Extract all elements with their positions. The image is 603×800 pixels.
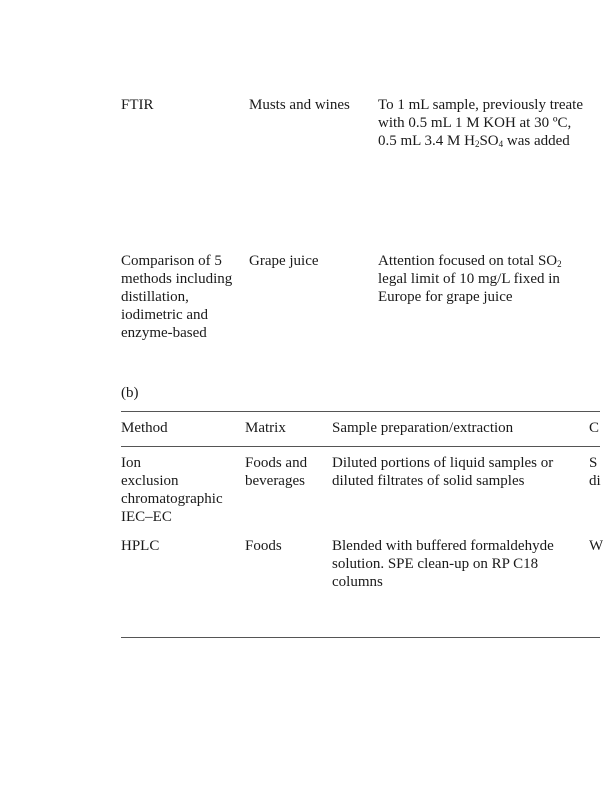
section-label: (b) [121, 385, 139, 401]
ftir-description-line-1: To 1 mL sample, previously treate [378, 97, 584, 113]
comparison-method-line-1: Comparison of 5 [121, 253, 222, 269]
comparison-method-line-4: iodimetric and [121, 307, 209, 323]
comparison-description-line-3: Europe for grape juice [378, 289, 513, 305]
ion-method-line-4: IEC–EC [121, 509, 172, 525]
ion-method-line-2: exclusion [121, 473, 179, 489]
hplc-matrix: Foods [245, 538, 282, 554]
comparison-method-line-5: enzyme-based [121, 325, 207, 341]
ftir-description-line-2: with 0.5 mL 1 M KOH at 30 ºC, [378, 115, 572, 131]
ion-exclusion-method [121, 454, 223, 526]
ion-exclusion-matrix [245, 454, 307, 490]
ion-exclusion-col4 [589, 454, 601, 490]
hplc-prep-line-2: solution. SPE clean-up on RP C18 [332, 556, 539, 572]
table-top-rule [121, 411, 600, 412]
table-bottom-rule [121, 637, 600, 638]
header-method: Method [121, 420, 168, 436]
hplc-col4: W [589, 538, 603, 554]
ftir-matrix: Musts and wines [249, 97, 350, 113]
comparison-description-line-1: Attention focused on total $SO_2$ [378, 253, 562, 269]
hplc-preparation [332, 537, 554, 591]
ion-prep-line-2: diluted filtrates of solid samples [332, 473, 525, 489]
hplc-prep-line-3: columns [332, 574, 383, 590]
ion-method-line-3: chromatographic [121, 491, 223, 507]
hplc-prep-line-1: Blended with buffered formaldehyde [332, 538, 554, 554]
ion-col4-line-2: di [589, 473, 601, 489]
ion-col4-line-1: S [589, 455, 598, 471]
comparison-description-line-2: legal limit of 10 mg/L fixed in [378, 271, 560, 287]
comparison-method-line-2: methods including [121, 271, 233, 287]
ftir-description-line-3: 0.5 mL 3.4 M $H_2SO_4$ was added [378, 133, 570, 149]
ion-method-line-1: Ion [121, 455, 141, 471]
ion-matrix-line-1: Foods and [245, 455, 308, 471]
comparison-matrix: Grape juice [249, 253, 319, 269]
comparison-method [121, 252, 232, 342]
ion-prep-line-1: Diluted portions of liquid samples or [332, 455, 554, 471]
ion-exclusion-preparation [332, 454, 553, 490]
header-col4: C [589, 420, 600, 436]
header-rule [121, 446, 600, 447]
ftir-description [378, 96, 583, 150]
ftir-method: FTIR [121, 97, 154, 113]
comparison-description [378, 252, 562, 306]
comparison-method-line-3: distillation, [121, 289, 189, 305]
ion-matrix-line-2: beverages [245, 473, 305, 489]
header-matrix: Matrix [245, 420, 286, 436]
hplc-method: HPLC [121, 538, 160, 554]
header-sample-preparation: Sample preparation/extraction [332, 420, 514, 436]
